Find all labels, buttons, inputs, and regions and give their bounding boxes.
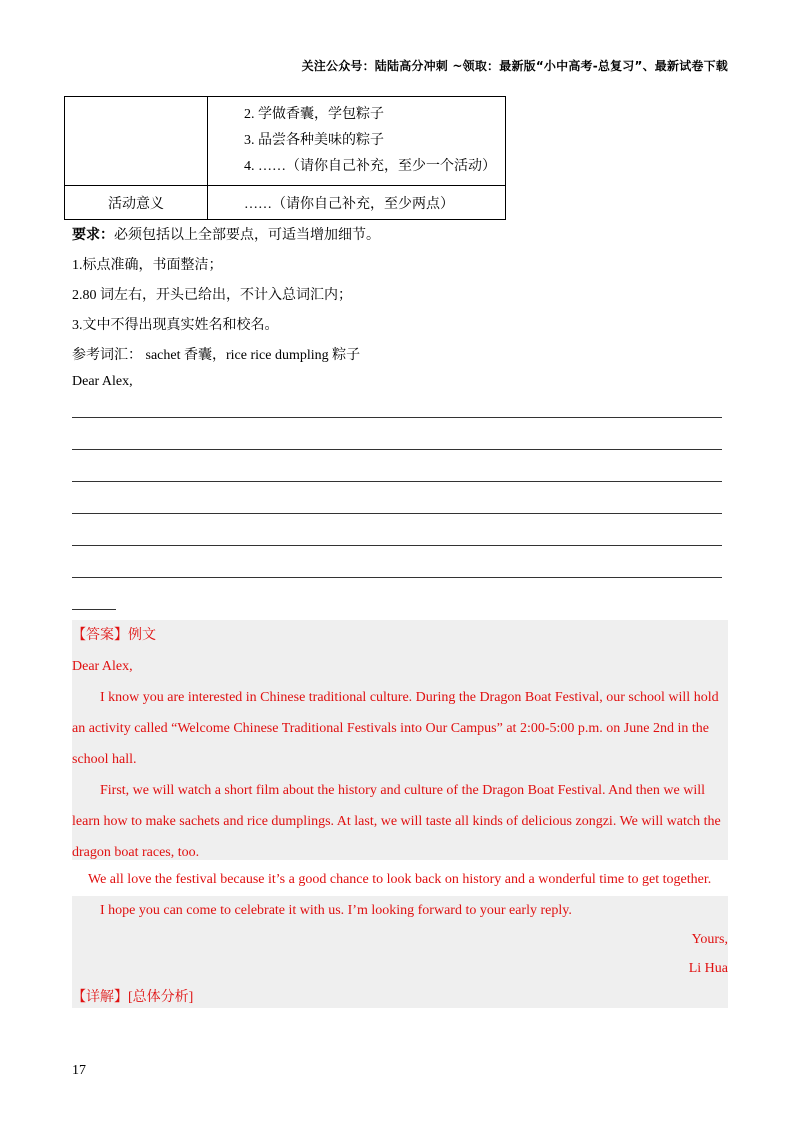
requirement-item: 3.文中不得出现真实姓名和校名。 <box>72 318 279 333</box>
blank-cell <box>65 97 208 186</box>
meaning-value: ……（请你自己补充，至少两点） <box>208 186 506 220</box>
answer-greeting: Dear Alex, <box>72 659 133 674</box>
answer-closing-block <box>72 896 728 1008</box>
requirements-text: 必须包括以上全部要点，可适当增加细节。 <box>114 228 380 243</box>
answer-paragraph: I know you are interested in Chinese traditional culture. During the Dragon Boat Festival, our school will hold an activity called “Welcome Chinese Traditional Festivals into Our Campus” at 2:00-5:00 p.m. on June 2nd in the school hall. <box>72 690 719 767</box>
activity-item: 2. 学做香囊，学包粽子 <box>244 107 384 122</box>
detail-tag: 【详解】[总体分析] <box>72 990 194 1005</box>
writing-line <box>72 449 722 450</box>
answer-tag: 【答案】例文 <box>72 628 156 643</box>
meaning-row <box>65 186 506 220</box>
activity-table <box>64 96 506 220</box>
answer-paragraph: We all love the festival because it’s a good chance to look back on history and a wonderful time to get together. <box>88 872 712 887</box>
requirement-item: 1.标点准确，书面整洁； <box>72 258 223 273</box>
requirements-label: 要求： <box>72 228 114 243</box>
requirement-item: 2.80 词左右，开头已给出，不计入总词汇内； <box>72 288 352 303</box>
answer-closing: Yours, <box>691 932 728 947</box>
requirements-intro <box>72 224 380 244</box>
answer-block <box>72 620 728 860</box>
activity-item: 3. 品尝各种美味的粽子 <box>244 133 384 148</box>
activities-cell <box>208 97 506 186</box>
letter-greeting: Dear Alex, <box>72 374 133 389</box>
writing-line <box>72 545 722 546</box>
divider-line <box>72 609 116 610</box>
page-header: 关注公众号：陆陆高分冲刺 ~领取：最新版“小中高考-总复习”、最新试卷下载 <box>301 59 728 73</box>
answer-paragraph: First, we will watch a short film about the history and culture of the Dragon Boat Festival. And then we will learn how to make sachets and rice dumplings. At last, we will taste all kinds of delicious zongzi. We will watch the dragon boat races, too. <box>72 783 721 860</box>
answer-signature: Li Hua <box>688 961 728 976</box>
writing-line <box>72 481 722 482</box>
vocab-reference: 参考词汇： sachet 香囊，rice rice dumpling 粽子 <box>72 348 361 363</box>
answer-paragraph: I hope you can come to celebrate it with us. I’m looking forward to your early reply. <box>100 903 572 918</box>
activity-item: 4. ……（请你自己补充，至少一个活动） <box>244 159 496 174</box>
writing-line <box>72 417 722 418</box>
writing-line <box>72 577 722 578</box>
page-number: 17 <box>72 1063 86 1078</box>
meaning-label: 活动意义 <box>65 186 208 220</box>
writing-line <box>72 513 722 514</box>
activities-row <box>65 97 506 186</box>
